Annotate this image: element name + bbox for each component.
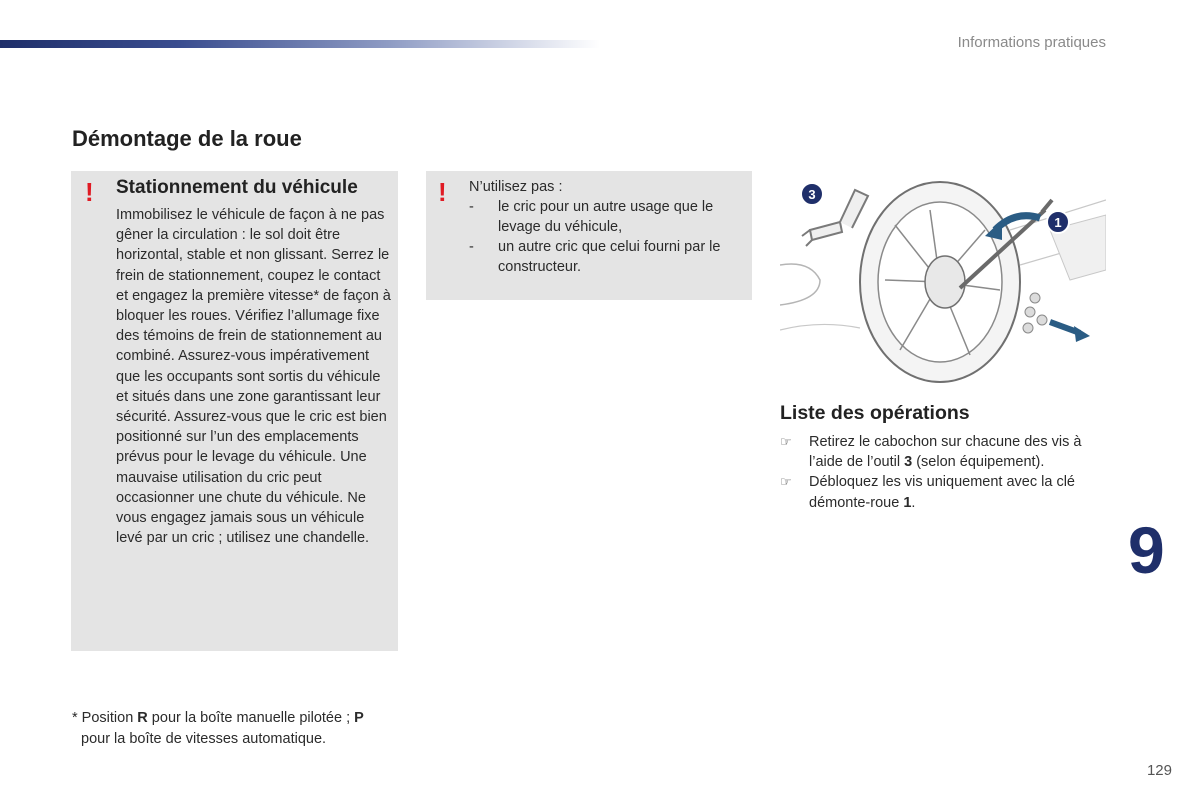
list-item: - un autre cric que celui fourni par le constructeur.: [469, 239, 721, 275]
wheel-illustration-svg: [780, 170, 1106, 388]
operations-title: Liste des opérations: [780, 402, 970, 424]
operations-list: [780, 432, 1110, 513]
warning-title: Stationnement du véhicule: [116, 177, 358, 198]
page-title: Démontage de la roue: [72, 126, 302, 151]
callout-3: [801, 183, 823, 205]
page-number: 129: [1146, 762, 1172, 779]
list-item: - le cric pour un autre usage que le levage du véhicule,: [469, 199, 714, 235]
warning-text: Immobilisez le véhicule de façon à ne pas gêner la circulation : le sol doit être horizontal, stable et non glissant. Serrez le frein de stationnement, coupez le contact et engagez la première vitesse* de façon à bloquer les roues. Vérifiez l’allumage fixe des témoins de frein de stationnement au combiné. Assurez-vous impérativement que les occupants sont sortis du véhicule et situés dans une zone garantissant leur sécurité. Assurez-vous que le cric est bien positionné sur l’un des emplacements prévus pour le levage du véhicule. Une mauvaise utilisation du cric peut occasionner une chute du véhicule. Ne vous engagez jamais sous un véhicule levé par un cric ; utilisez une chandelle.: [116, 207, 391, 547]
callout-1: [1047, 211, 1069, 233]
warning-list: [469, 197, 739, 277]
exclamation-icon: !: [85, 177, 94, 207]
exclamation-icon: !: [438, 177, 447, 207]
chapter-number: 9: [1128, 513, 1165, 587]
pointing-hand-icon: ☞: [780, 474, 792, 490]
warning-box-jack: [426, 171, 752, 300]
warning-intro: N’utilisez pas :: [469, 179, 563, 195]
header-gradient-bar: [0, 40, 600, 48]
section-header: Informations pratiques: [957, 34, 1106, 51]
pointing-hand-icon: ☞: [780, 434, 792, 449]
footnote: * Position R pour la boîte manuelle pilotée ; P pour la boîte de vitesses automatique.: [72, 710, 364, 747]
wheel-removal-illustration: [780, 170, 1106, 388]
svg-text:3: 3: [808, 187, 816, 202]
svg-text:1: 1: [1054, 215, 1062, 230]
warning-box-parking: [71, 171, 398, 651]
list-item: ☞ Retirez le cabochon sur chacune des vis à l’aide de l’outil 3 (selon équipement).: [780, 434, 1082, 471]
list-item: ☞ Débloquez les vis uniquement avec la clé démonte-roue 1.: [780, 474, 1075, 511]
